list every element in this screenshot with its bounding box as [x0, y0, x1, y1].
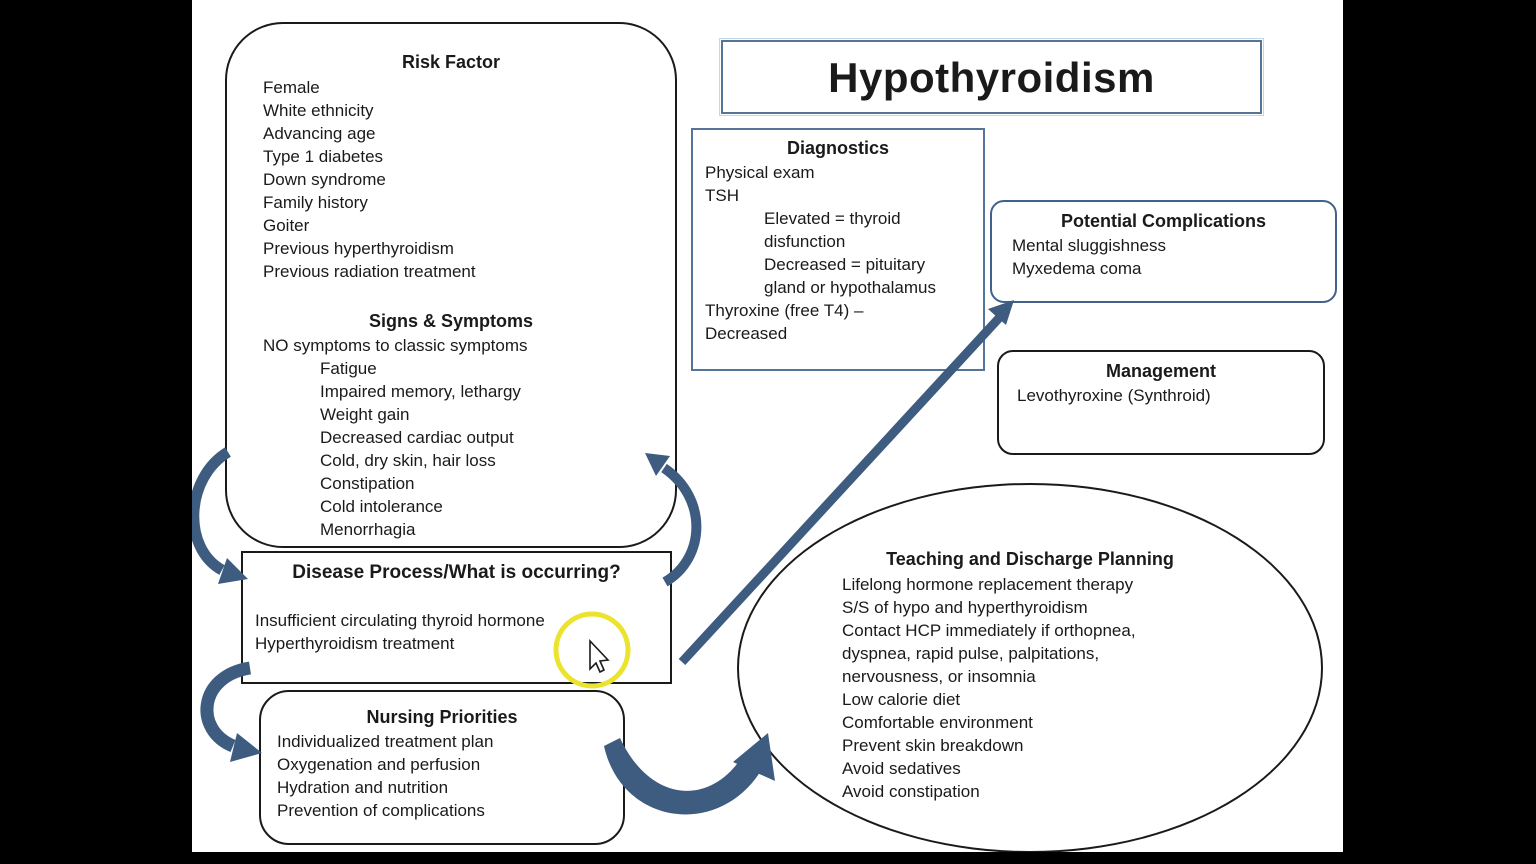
- list-item: Menorrhagia: [320, 520, 416, 539]
- list-item: dyspnea, rapid pulse, palpitations,: [842, 644, 1100, 663]
- list-item: White ethnicity: [263, 101, 374, 120]
- disease-process-title: Disease Process/What is occurring?: [292, 562, 621, 583]
- letterbox-bottom: [0, 852, 1536, 864]
- diagnostics-box: [691, 128, 985, 371]
- list-item: disfunction: [764, 232, 846, 251]
- list-item: nervousness, or insomnia: [842, 667, 1036, 686]
- potential-complications-box: [990, 200, 1337, 303]
- risk-factor-list: [263, 76, 675, 283]
- management-title: Management: [1105, 361, 1217, 381]
- list-item: Hydration and nutrition: [277, 778, 449, 797]
- risk-factor-box: [225, 22, 677, 548]
- list-item: S/S of hypo and hyperthyroidism: [842, 598, 1088, 617]
- management-list: [1017, 384, 1323, 407]
- list-item: Decreased = pituitary: [764, 255, 926, 274]
- diagnostics-title: Diagnostics: [786, 138, 890, 158]
- management-box: [997, 350, 1325, 455]
- list-item: Type 1 diabetes: [263, 147, 384, 166]
- list-item: Hyperthyroidism treatment: [255, 634, 455, 653]
- list-item: Down syndrome: [263, 170, 386, 189]
- risk-factor-title: Risk Factor: [401, 52, 501, 72]
- list-item: NO symptoms to classic symptoms: [263, 336, 528, 355]
- list-item: Weight gain: [320, 405, 410, 424]
- list-item: Physical exam: [705, 163, 815, 182]
- list-item: Family history: [263, 193, 368, 212]
- list-item: Avoid sedatives: [842, 759, 961, 778]
- list-item: Levothyroxine (Synthroid): [1017, 386, 1211, 405]
- list-item: Lifelong hormone replacement therapy: [842, 575, 1134, 594]
- teaching-discharge-title: Teaching and Discharge Planning: [886, 549, 1174, 569]
- arrow-nursing-to-teaching: [604, 733, 775, 814]
- signs-symptoms-title: Signs & Symptoms: [368, 311, 534, 331]
- list-item: Avoid constipation: [842, 782, 980, 801]
- list-item: Female: [263, 78, 320, 97]
- potential-complications-list: [1012, 234, 1335, 280]
- list-item: Cold, dry skin, hair loss: [320, 451, 496, 470]
- list-item: Fatigue: [320, 359, 377, 378]
- nursing-priorities-box: [259, 690, 625, 845]
- list-item: Cold intolerance: [320, 497, 443, 516]
- diagnostics-list: [705, 161, 983, 345]
- signs-symptoms-list: [263, 334, 675, 541]
- list-item: TSH: [705, 186, 739, 205]
- list-item: Constipation: [320, 474, 415, 493]
- list-item: Low calorie diet: [842, 690, 961, 709]
- teaching-discharge-ellipse: [737, 483, 1323, 853]
- list-item: Goiter: [263, 216, 310, 235]
- list-item: Comfortable environment: [842, 713, 1033, 732]
- list-item: Elevated = thyroid: [764, 209, 901, 228]
- list-item: Advancing age: [263, 124, 376, 143]
- list-item: Previous radiation treatment: [263, 262, 476, 281]
- disease-process-box: [241, 551, 672, 684]
- teaching-discharge-list: [842, 573, 1182, 803]
- hypothyroidism-title-box: [721, 40, 1262, 114]
- letterbox-left: [0, 0, 192, 864]
- nursing-priorities-title: Nursing Priorities: [366, 707, 518, 727]
- list-item: Prevention of complications: [277, 801, 485, 820]
- list-item: Oxygenation and perfusion: [277, 755, 481, 774]
- list-item: Decreased: [705, 324, 788, 343]
- list-item: gland or hypothalamus: [764, 278, 937, 297]
- list-item: Impaired memory, lethargy: [320, 382, 521, 401]
- list-item: Myxedema coma: [1012, 259, 1142, 278]
- nursing-priorities-list: [277, 730, 623, 822]
- list-item: Individualized treatment plan: [277, 732, 494, 751]
- list-item: Mental sluggishness: [1012, 236, 1167, 255]
- list-item: Decreased cardiac output: [320, 428, 514, 447]
- list-item: Insufficient circulating thyroid hormone: [255, 611, 545, 630]
- list-item: Prevent skin breakdown: [842, 736, 1024, 755]
- list-item: Previous hyperthyroidism: [263, 239, 454, 258]
- list-item: Contact HCP immediately if orthopnea,: [842, 621, 1136, 640]
- page-title: Hypothyroidism: [828, 54, 1155, 101]
- list-item: Thyroxine (free T4) –: [705, 301, 864, 320]
- letterbox-right: [1343, 0, 1536, 864]
- potential-complications-title: Potential Complications: [1060, 211, 1267, 231]
- disease-process-list: [255, 609, 670, 655]
